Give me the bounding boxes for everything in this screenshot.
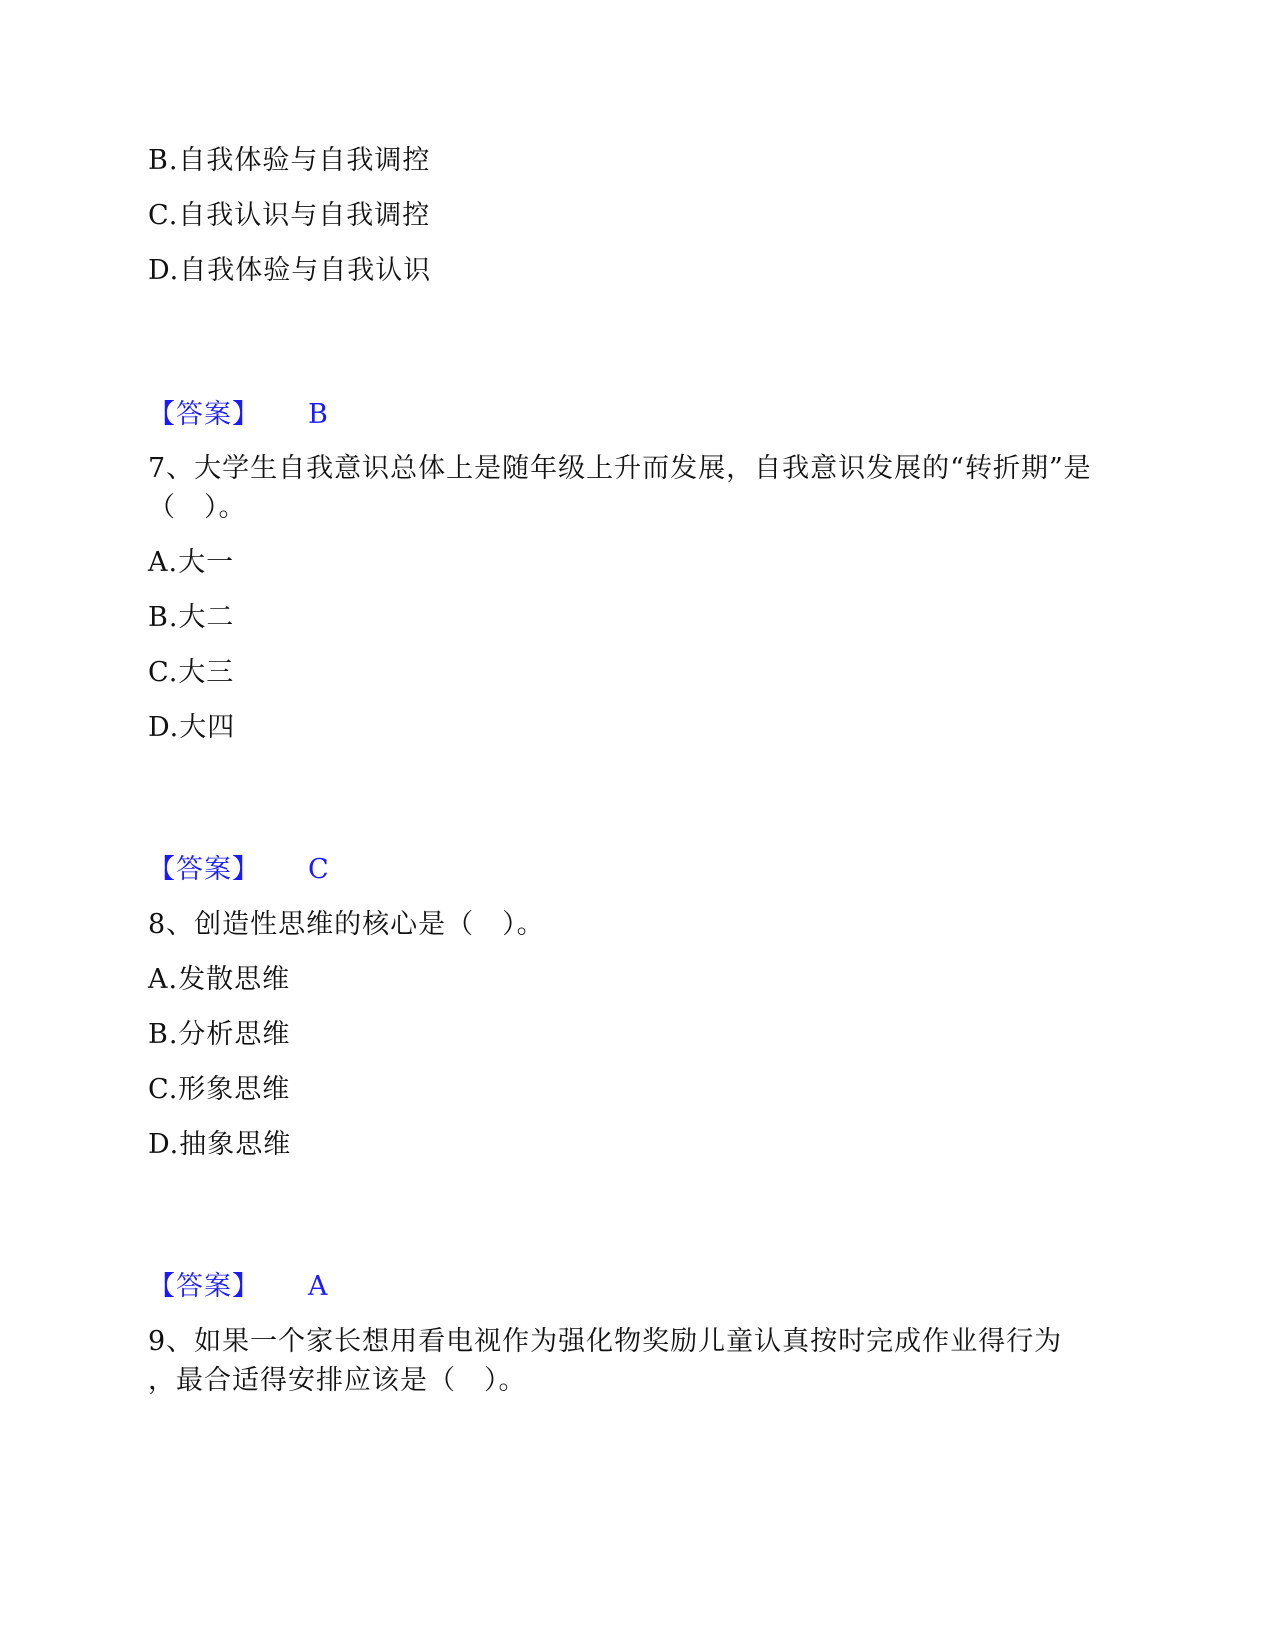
q7-stem-line1: 7、大学生自我意识总体上是随年级上升而发展，自我意识发展的“转折期”是 <box>148 453 1092 484</box>
answer-value: A <box>308 1271 328 1302</box>
q7-option-c: C.大三 <box>148 657 235 688</box>
answer-value: C <box>308 854 329 885</box>
q6-option-b: B.自我体验与自我调控 <box>148 145 431 176</box>
q7-option-d: D.大四 <box>148 712 236 743</box>
q7-stem-line2: （ ）。 <box>148 492 247 523</box>
q9-stem-line2: ，最合适得安排应该是（ ）。 <box>148 1365 527 1396</box>
q6-option-d: D.自我体验与自我认识 <box>148 255 432 286</box>
answer-value: B <box>308 399 328 430</box>
q8-stem: 8、创造性思维的核心是（ ）。 <box>148 909 545 940</box>
q8-option-a: A.发散思维 <box>148 964 291 995</box>
q8-option-b: B.分析思维 <box>148 1019 291 1050</box>
q8-option-c: C.形象思维 <box>148 1074 291 1105</box>
q8-answer <box>148 1270 328 1304</box>
q9-stem-line1: 9、如果一个家长想用看电视作为强化物奖励儿童认真按时完成作业得行为 <box>148 1326 1063 1357</box>
answer-label: 【答案】 <box>148 399 260 430</box>
answer-label: 【答案】 <box>148 854 260 885</box>
q8-option-d: D.抽象思维 <box>148 1129 292 1160</box>
q7-option-b: B.大二 <box>148 602 235 633</box>
q7-answer <box>148 853 329 887</box>
answer-label: 【答案】 <box>148 1271 260 1302</box>
q6-option-c: C.自我认识与自我调控 <box>148 200 431 231</box>
q7-option-a: A.大一 <box>148 547 235 578</box>
q6-answer <box>148 398 328 432</box>
